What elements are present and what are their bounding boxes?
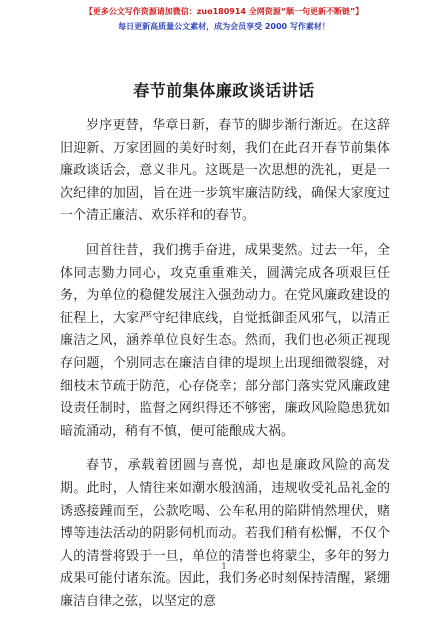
paragraph-3: 春节，承载着团圆与喜悦，却也是廉政风险的高发期。此时，人情往来如潮水般汹涌，违规收受礼品礼金的诱惑接踵而至，公款吃喝、公车私用的陷阱悄然埋伏，赌博等违法活动的阴影伺机而动。若我们稍有松懈，不仅个人的清誉将毁于一旦，单位的清誉也将蒙尘，多年的努力成果可能付诸东流。因此，我们务必时刻保持清醒，紧绷廉洁自律之弦，以坚定的意 bbox=[60, 458, 390, 609]
paragraph-1: 岁序更替，华章日新，春节的脚步渐行渐近。在这辞旧迎新、万家团圆的美好时刻，我们在此召开春节前集体廉政谈话会，意义非凡。这既是一次思想的洗礼，更是一次纪律的加固，旨在进一步筑牢廉洁防线，确保大家度过一个清正廉洁、欢乐祥和的春节。 bbox=[60, 118, 390, 224]
promo-banner-line2: 每日更新高质量公文素材，成为会员享受 2000 写作素材！ bbox=[118, 22, 330, 31]
document-body bbox=[60, 115, 390, 625]
paragraph-2: 回首往昔，我们携手奋进，成果斐然。过去一年，全体同志勠力同心，攻克重重难关，圆满完成各项艰巨任务，为单位的稳健发展注入强劲动力。在党风廉政建设的征程上，大家严守纪律底线，自觉抵御歪风邪气，以清正廉洁之风，涵养单位良好生态。然而，我们也必须正视现存问题，个别同志在廉洁自律的堤坝上出现细微裂缝，对细枝末节疏于防范，心存侥幸；部分部门落实党风廉政建设责任制时，监督之网织得还不够密，廉政风险隐患犹如暗流涌动，稍有不慎，便可能酿成大祸。 bbox=[60, 242, 390, 439]
document-title: 春节前集体廉政谈话讲话 bbox=[133, 81, 315, 100]
page-number: 1 bbox=[221, 562, 227, 571]
promo-banner bbox=[0, 6, 448, 32]
promo-banner-line1: 【更多公文写作资源请加微信：zuo180914 全网资源“顺一句更新不断链”】 bbox=[84, 7, 364, 16]
